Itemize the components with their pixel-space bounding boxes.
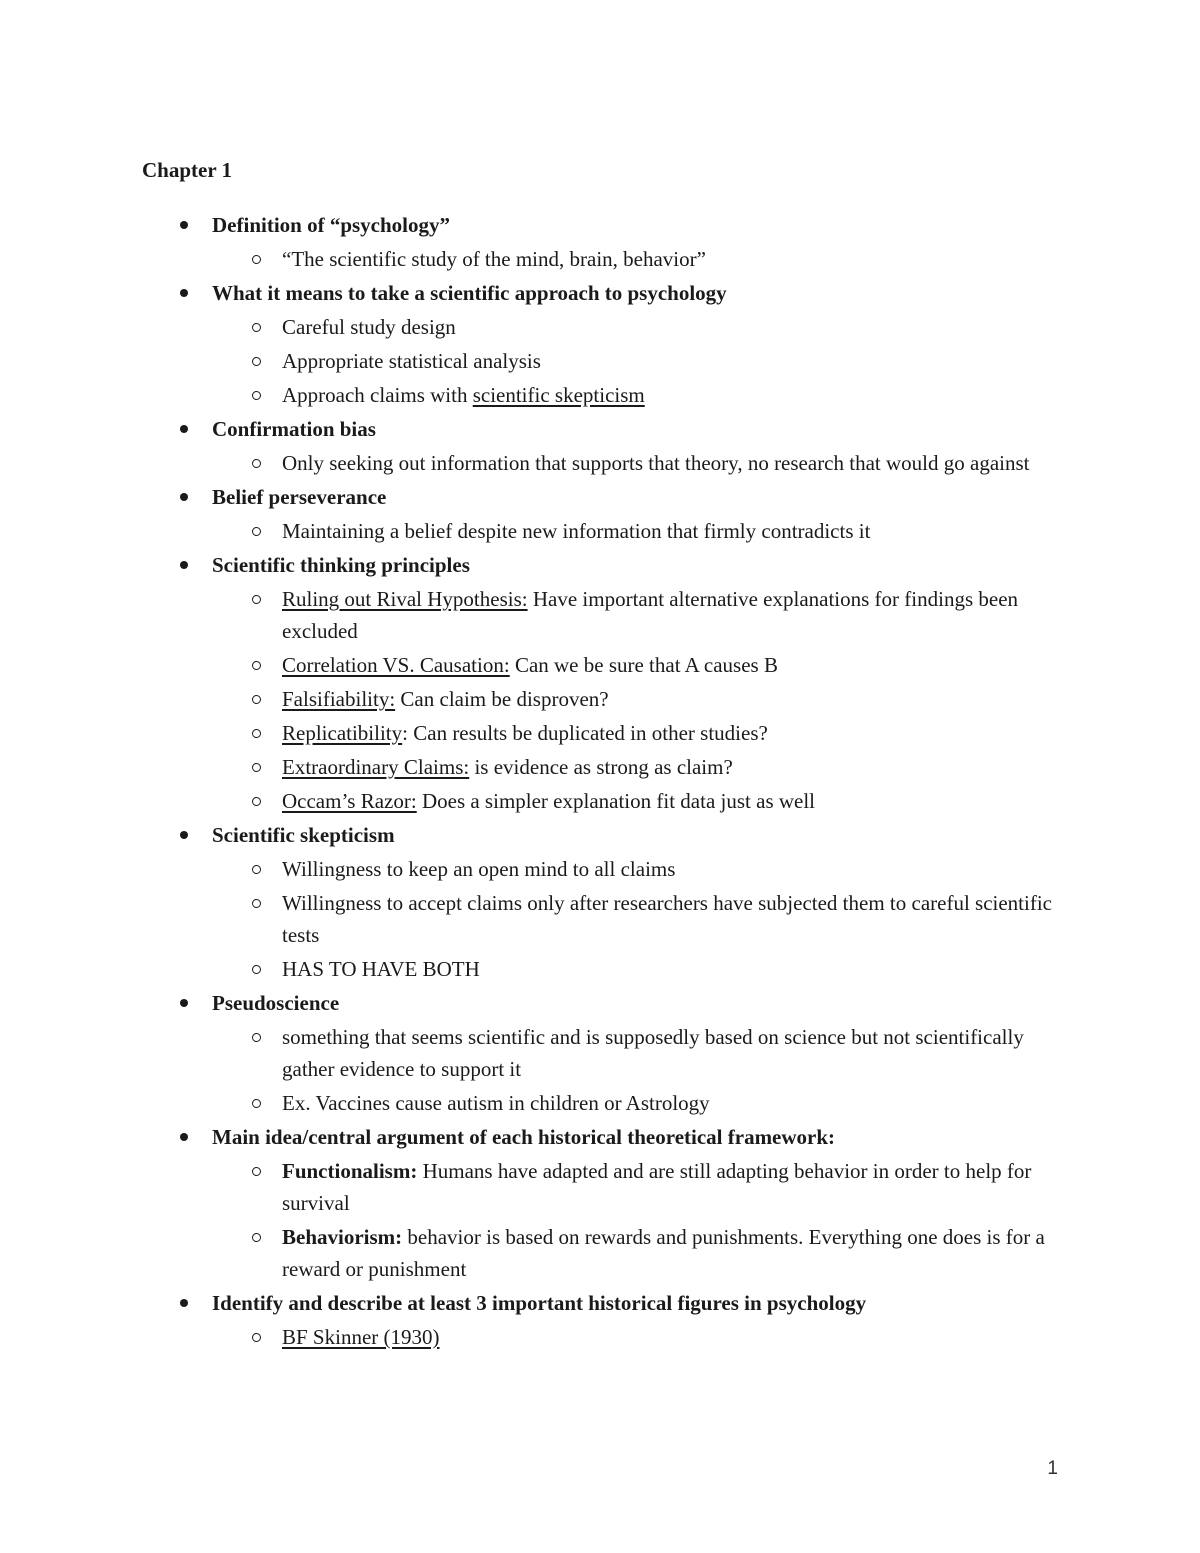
sub-bullet-text: Appropriate statistical analysis <box>282 349 541 373</box>
bullet-item <box>0 1286 1200 1354</box>
sub-bullet-text: “The scientific study of the mind, brain, behavior” <box>282 247 706 271</box>
page-number: 1 <box>1047 1458 1058 1479</box>
hollow-bullet-icon <box>250 378 262 412</box>
bullet-item <box>0 818 1200 986</box>
sub-bullet-item <box>0 682 1200 716</box>
bullet-icon <box>178 548 190 582</box>
sub-bullet-text: Maintaining a belief despite new information that firmly contradicts it <box>282 519 871 543</box>
sub-bullet-item <box>0 514 1200 548</box>
hollow-bullet-icon <box>250 1020 262 1054</box>
sub-bullet-item <box>0 1320 1200 1354</box>
underlined-term: Correlation VS. Causation: <box>282 653 510 677</box>
sub-bullet-text: Careful study design <box>282 315 456 339</box>
hollow-bullet-icon <box>250 886 262 920</box>
hollow-bullet-icon <box>250 582 262 616</box>
bullet-heading: Definition of “psychology” <box>212 213 451 237</box>
sub-bullet-item <box>0 242 1200 276</box>
bullet-item <box>0 480 1200 548</box>
sub-bullet-text: behavior is based on rewards and punishments. Everything one does is for a reward or punishment <box>282 1225 1045 1281</box>
hollow-bullet-icon <box>250 1154 262 1188</box>
sub-bullet-text: something that seems scientific and is supposedly based on science but not scientifically gather evidence to support it <box>282 1025 1024 1081</box>
bullet-heading: Pseudoscience <box>212 991 340 1015</box>
hollow-bullet-icon <box>250 952 262 986</box>
hollow-bullet-icon <box>250 310 262 344</box>
sub-bullet-item <box>0 582 1200 648</box>
sub-bullet-text: Does a simpler explanation fit data just as well <box>416 789 816 813</box>
sub-bullet-item <box>0 1020 1200 1086</box>
hollow-bullet-icon <box>250 514 262 548</box>
hollow-bullet-icon <box>250 1320 262 1354</box>
bullet-heading: Identify and describe at least 3 important historical figures in psychology <box>212 1291 867 1315</box>
sub-bullet-text: Ex. Vaccines cause autism in children or Astrology <box>282 1091 710 1115</box>
sub-bullet-item <box>0 784 1200 818</box>
sub-bullet-text: Willingness to keep an open mind to all claims <box>282 857 676 881</box>
hollow-bullet-icon <box>250 682 262 716</box>
sub-bullet-item <box>0 852 1200 886</box>
underlined-term: Extraordinary Claims: <box>282 755 470 779</box>
bullet-heading: Confirmation bias <box>212 417 376 441</box>
sub-bullet-item <box>0 886 1200 952</box>
bullet-heading: Scientific skepticism <box>212 823 395 847</box>
hollow-bullet-icon <box>250 242 262 276</box>
hollow-bullet-icon <box>250 344 262 378</box>
sub-bullet-text: HAS TO HAVE BOTH <box>282 957 480 981</box>
bold-term: Behaviorism: <box>282 1225 403 1249</box>
sub-bullet-text: Humans have adapted and are still adapting behavior in order to help for survival <box>282 1159 1032 1215</box>
sub-bullet-item <box>0 1220 1200 1286</box>
bullet-icon <box>178 412 190 446</box>
bullet-icon <box>178 276 190 310</box>
bullet-item <box>0 276 1200 412</box>
bullet-icon <box>178 1286 190 1320</box>
underlined-term: scientific skepticism <box>472 383 645 407</box>
hollow-bullet-icon <box>250 716 262 750</box>
sub-bullet-text: Have important alternative explanations for findings been excluded <box>282 587 1019 643</box>
underlined-term: Falsifiability: <box>282 687 396 711</box>
sub-bullet-item <box>0 648 1200 682</box>
sub-bullet-text: Can we be sure that A causes B <box>509 653 778 677</box>
sub-bullet-item <box>0 716 1200 750</box>
bullet-item <box>0 208 1200 276</box>
sub-bullet-text: Can claim be disproven? <box>395 687 609 711</box>
hollow-bullet-icon <box>250 1220 262 1254</box>
sub-bullet-item <box>0 310 1200 344</box>
bullet-heading: Main idea/central argument of each historical theoretical framework: <box>212 1125 836 1149</box>
sub-bullet-item <box>0 952 1200 986</box>
bullet-icon <box>178 818 190 852</box>
bullet-icon <box>178 208 190 242</box>
hollow-bullet-icon <box>250 784 262 818</box>
bullet-icon <box>178 1120 190 1154</box>
bullet-icon <box>178 986 190 1020</box>
chapter-title: Chapter 1 <box>142 158 233 182</box>
sub-bullet-item <box>0 1086 1200 1120</box>
bullet-icon <box>178 480 190 514</box>
bullet-heading: Belief perseverance <box>212 485 387 509</box>
bullet-item <box>0 986 1200 1120</box>
underlined-term: Replicatibility <box>282 721 403 745</box>
sub-bullet-text: Willingness to accept claims only after researchers have subjected them to careful scientific tests <box>282 891 1052 947</box>
bullet-item <box>0 412 1200 480</box>
sub-bullet-text: Only seeking out information that supports that theory, no research that would go against <box>282 451 1030 475</box>
hollow-bullet-icon <box>250 648 262 682</box>
bold-term: Functionalism: <box>282 1159 418 1183</box>
underlined-term: Occam’s Razor: <box>282 789 417 813</box>
sub-bullet-item <box>0 1154 1200 1220</box>
sub-bullet-item <box>0 344 1200 378</box>
underlined-term: BF Skinner (1930) <box>282 1325 440 1349</box>
sub-bullet-text: is evidence as strong as claim? <box>469 755 733 779</box>
sub-bullet-text: Approach claims with <box>282 383 473 407</box>
hollow-bullet-icon <box>250 852 262 886</box>
sub-bullet-item <box>0 446 1200 480</box>
bullet-item <box>0 548 1200 818</box>
sub-bullet-text: : Can results be duplicated in other studies? <box>402 721 768 745</box>
hollow-bullet-icon <box>250 750 262 784</box>
hollow-bullet-icon <box>250 446 262 480</box>
notes-outline <box>0 208 1200 1354</box>
sub-bullet-item <box>0 378 1200 412</box>
bullet-heading: Scientific thinking principles <box>212 553 470 577</box>
underlined-term: Ruling out Rival Hypothesis: <box>282 587 528 611</box>
hollow-bullet-icon <box>250 1086 262 1120</box>
sub-bullet-item <box>0 750 1200 784</box>
bullet-item <box>0 1120 1200 1286</box>
bullet-heading: What it means to take a scientific approach to psychology <box>212 281 727 305</box>
